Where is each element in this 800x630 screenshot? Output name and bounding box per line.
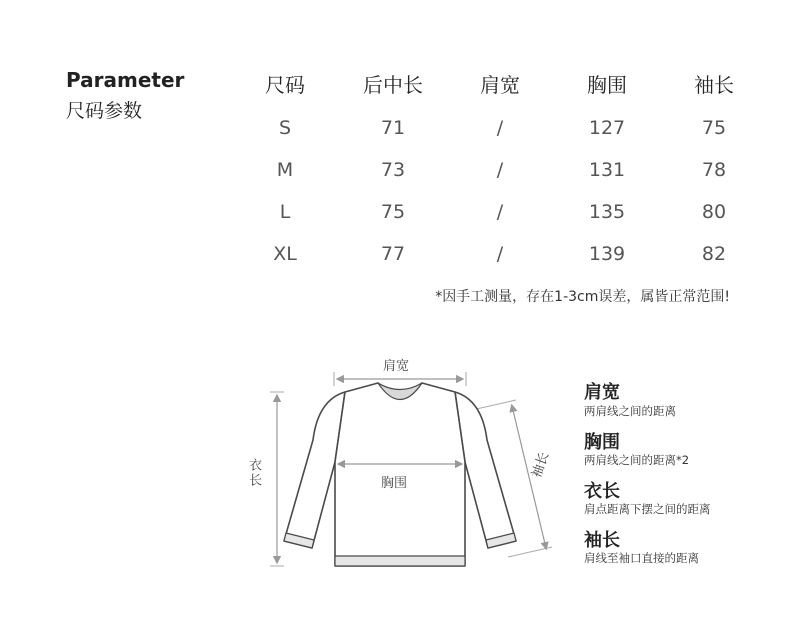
table-cell: /: [496, 159, 504, 181]
table-cell: 71: [380, 117, 406, 139]
header-size: 尺码: [265, 73, 305, 97]
table-cell: 73: [380, 159, 406, 181]
table-cell: 127: [588, 117, 626, 139]
legend-desc: 肩线至袖口直接的距离: [584, 551, 699, 565]
legend-desc: 肩点距离下摆之间的距离: [584, 502, 711, 516]
table-cell: 75: [380, 201, 406, 223]
header-sleeve: 袖长: [694, 73, 734, 97]
legend-title: 胸围: [584, 432, 620, 453]
diagram-label-shoulder: 肩宽: [383, 359, 410, 374]
measurement-note: *因手工测量，存在1-3cm误差，属皆正常范围!: [435, 289, 730, 305]
header-shoulder: 肩宽: [480, 73, 520, 97]
table-cell: M: [276, 159, 294, 181]
table-cell: 135: [588, 201, 626, 223]
header-back-length: 后中长: [363, 73, 423, 97]
table-cell: S: [278, 117, 292, 139]
legend-title: 袖长: [584, 530, 620, 551]
length-arrow: [270, 392, 284, 566]
table-cell: 75: [701, 117, 727, 139]
legend-title: 衣长: [584, 481, 620, 502]
table-cell: /: [496, 117, 504, 139]
header-chest: 胸围: [587, 73, 627, 97]
legend-desc: 两肩线之间的距离: [584, 404, 676, 418]
diagram-label-sleeve: 袖长: [529, 450, 553, 480]
table-cell: /: [496, 201, 504, 223]
table-cell: 77: [380, 243, 406, 265]
table-cell: XL: [273, 243, 297, 265]
table-cell: 139: [588, 243, 626, 265]
table-cell: 78: [701, 159, 727, 181]
parameter-title-en: Parameter: [66, 68, 185, 92]
table-cell: 131: [588, 159, 626, 181]
legend-desc: 两肩线之间的距离*2: [584, 453, 690, 467]
table-cell: 80: [701, 201, 727, 223]
legend-title: 肩宽: [584, 382, 620, 403]
table-cell: 82: [701, 243, 727, 265]
table-cell: L: [279, 201, 291, 223]
diagram-label-chest: 胸围: [381, 476, 408, 491]
parameter-title-zh: 尺码参数: [66, 100, 143, 122]
diagram-label-length: 衣长: [246, 458, 261, 488]
table-cell: /: [496, 243, 504, 265]
shoulder-width-arrow: [334, 372, 466, 386]
